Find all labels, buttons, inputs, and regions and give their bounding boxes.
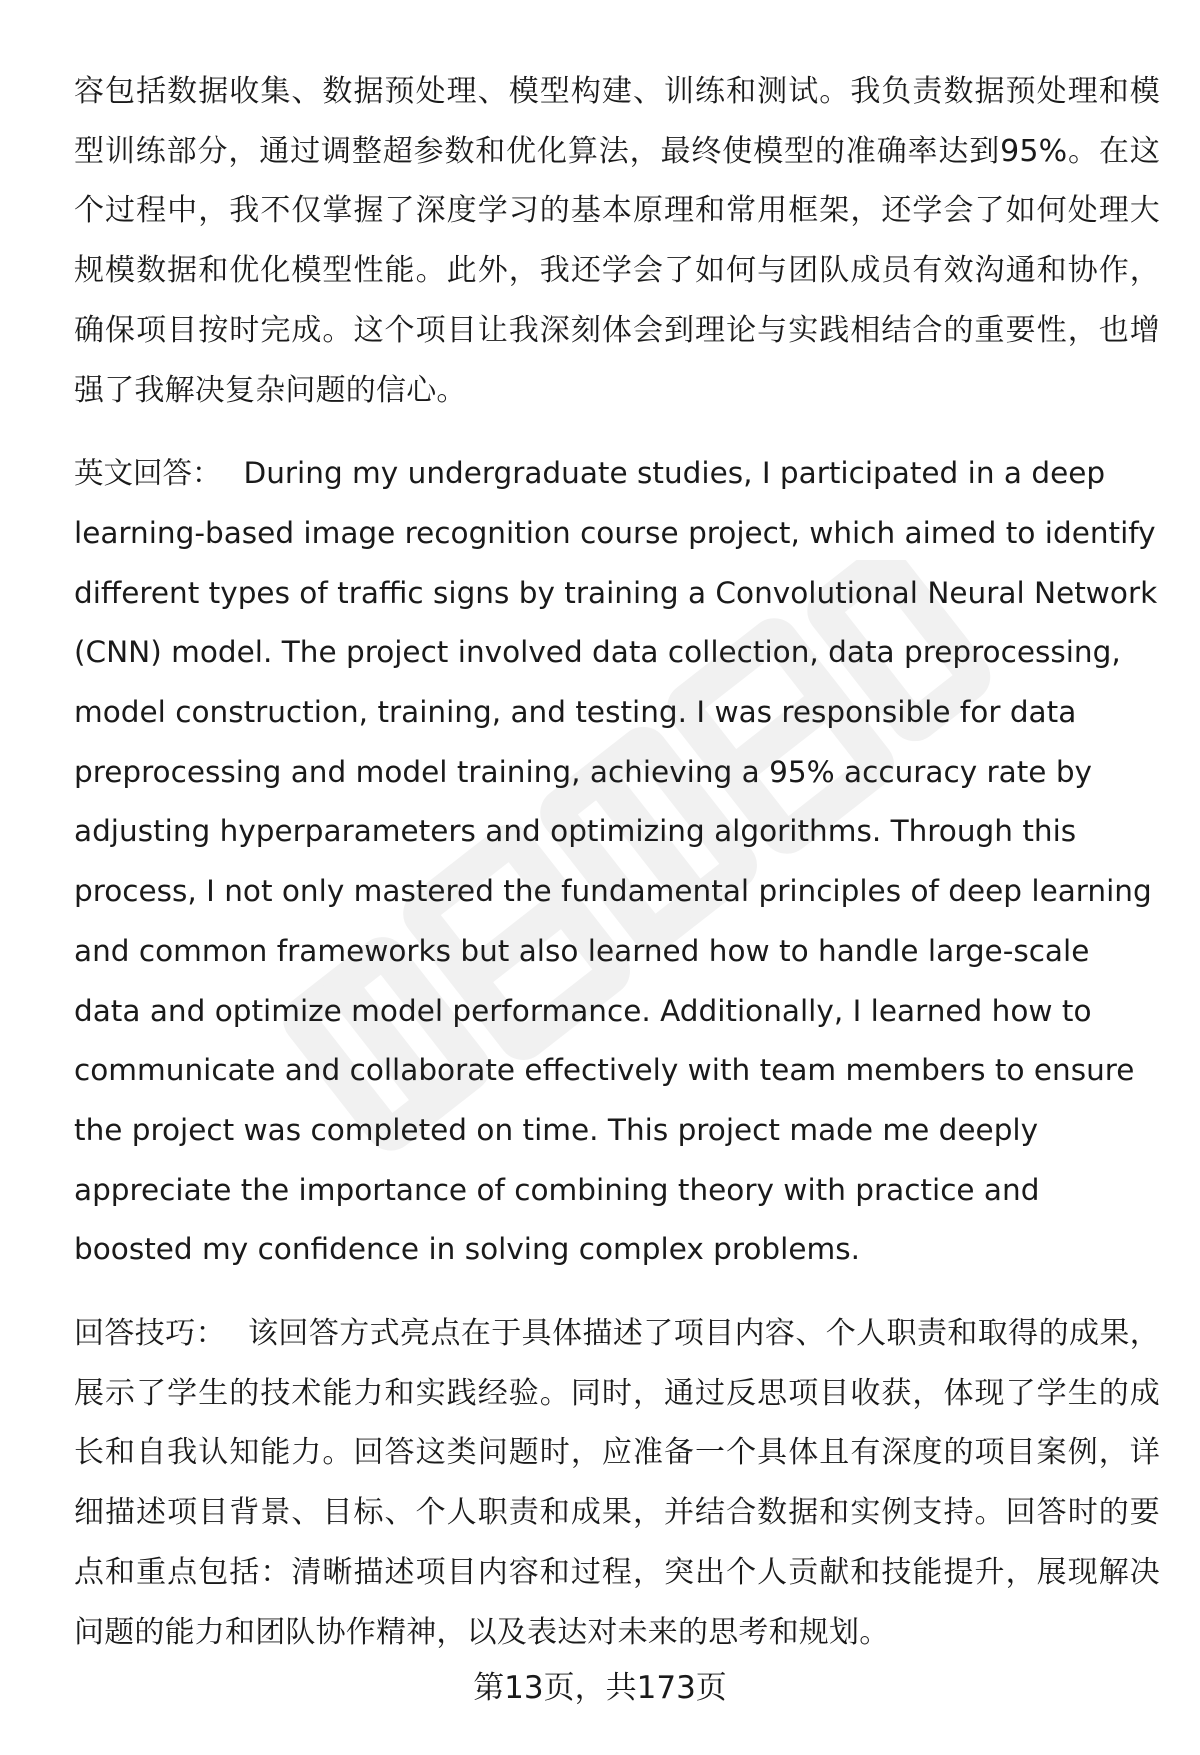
page-number-footer: 第13页，共173页 — [473, 1670, 727, 1706]
paragraph-answer-tips — [74, 1304, 1160, 1662]
paragraph-english-answer — [74, 444, 1160, 1280]
answer-tips-text: 该回答方式亮点在于具体描述了项目内容、个人职责和取得的成果，展示了学生的技术能力和实践经验。同时，通过反思项目收获，体现了学生的成长和自我认知能力。回答这类问题时，应准备一个具体且有深度的项目案例，详细描述项目背景、目标、个人职责和成果，并结合数据和实例支持。回答时的要点和重点包括：清晰描述项目内容和过程，突出个人贡献和技能提升，展现解决问题的能力和团队协作精神，以及表达对未来的思考和规划。 — [74, 1316, 1161, 1650]
paragraph-gap — [74, 420, 1160, 444]
paragraph-gap — [74, 1280, 1160, 1304]
english-answer-text: During my undergraduate studies, I participated in a deep learning-based image recognition course project, which aimed to identify different types of traffic signs by training a Convolutional Neural Network (CNN) model. The project involved data collection, data preprocessing, model construction, training, and testing. I was responsible for data preprocessing and model training, achieving a 95% accuracy rate by adjusting hyperparameters and optimizing algorithms. Through this process, I not only mastered the fundamental principles of deep learning and common frameworks but also learned how to handle large-scale data and optimize model performance. Additionally, I learned how to communicate and collaborate effectively with team members to ensure the project was completed on time. This project made me deeply appreciate the importance of combining theory with practice and boosted my confidence in solving complex problems. — [74, 456, 1158, 1267]
answer-tips-label: 回答技巧： — [74, 1316, 227, 1352]
paragraph-chinese-answer-continuation: 容包括数据收集、数据预处理、模型构建、训练和测试。我负责数据预处理和模型训练部分，通过调整超参数和优化算法，最终使模型的准确率达到95%。在这个过程中，我不仅掌握了深度学习的基本原理和常用框架，还学会了如何处理大规模数据和优化模型性能。此外，我还学会了如何与团队成员有效沟通和协作，确保项目按时完成。这个项目让我深刻体会到理论与实践相结合的重要性，也增强了我解决复杂问题的信心。 — [74, 74, 1160, 408]
document-body — [74, 62, 1160, 1662]
english-answer-label: 英文回答： — [74, 456, 222, 491]
